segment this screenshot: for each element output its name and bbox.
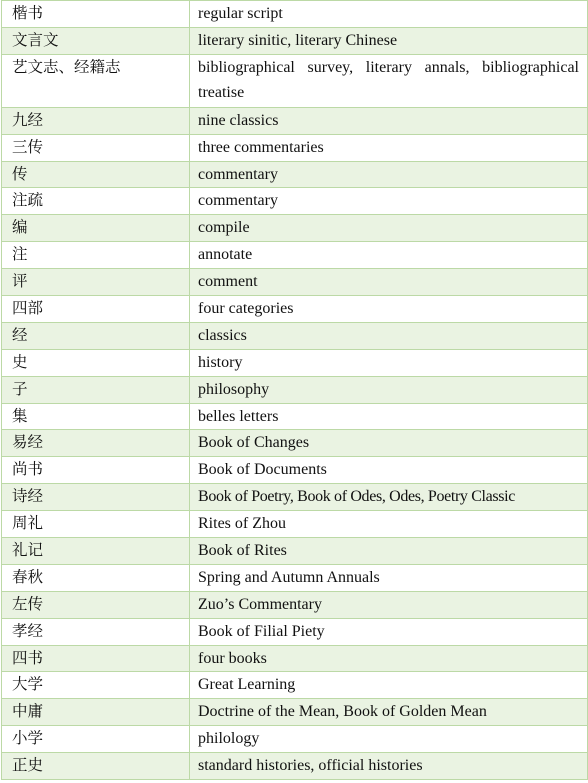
chinese-term: 大学: [2, 672, 190, 699]
chinese-term: 中庸: [2, 699, 190, 726]
chinese-term: 传: [2, 161, 190, 188]
english-term: Book of Poetry, Book of Odes, Odes, Poetry Classic: [190, 484, 588, 511]
chinese-term: 孝经: [2, 618, 190, 645]
table-row: [2, 591, 588, 618]
english-term: four categories: [190, 296, 588, 323]
table-row: [2, 403, 588, 430]
english-term: compile: [190, 215, 588, 242]
english-term: Book of Filial Piety: [190, 618, 588, 645]
english-term: Rites of Zhou: [190, 511, 588, 538]
english-term: belles letters: [190, 403, 588, 430]
chinese-term: 左传: [2, 591, 190, 618]
table-row: [2, 349, 588, 376]
table-row: [2, 618, 588, 645]
table-row: [2, 107, 588, 134]
chinese-term: 四部: [2, 296, 190, 323]
english-term: Great Learning: [190, 672, 588, 699]
table-row: [2, 699, 588, 726]
chinese-term: 文言文: [2, 27, 190, 54]
chinese-term: 编: [2, 215, 190, 242]
chinese-term: 子: [2, 376, 190, 403]
chinese-term: 正史: [2, 753, 190, 780]
english-term: standard histories, official histories: [190, 753, 588, 780]
table-row: [2, 538, 588, 565]
chinese-term: 评: [2, 269, 190, 296]
english-term: three commentaries: [190, 134, 588, 161]
english-term: Book of Rites: [190, 538, 588, 565]
chinese-term: 小学: [2, 726, 190, 753]
english-term: four books: [190, 645, 588, 672]
english-term: nine classics: [190, 107, 588, 134]
table-row: [2, 376, 588, 403]
chinese-term: 注疏: [2, 188, 190, 215]
chinese-term: 四书: [2, 645, 190, 672]
english-term: literary sinitic, literary Chinese: [190, 27, 588, 54]
chinese-term: 经: [2, 322, 190, 349]
table-row: [2, 564, 588, 591]
glossary-table: [1, 0, 588, 780]
chinese-term: 易经: [2, 430, 190, 457]
table-row: [2, 726, 588, 753]
english-term: Doctrine of the Mean, Book of Golden Mean: [190, 699, 588, 726]
english-term: commentary: [190, 161, 588, 188]
glossary-body: [2, 1, 588, 780]
english-term: annotate: [190, 242, 588, 269]
english-term: Book of Documents: [190, 457, 588, 484]
english-term: comment: [190, 269, 588, 296]
table-row: [2, 672, 588, 699]
table-row: [2, 322, 588, 349]
table-row: [2, 188, 588, 215]
table-row: [2, 161, 588, 188]
table-row: [2, 430, 588, 457]
chinese-term: 集: [2, 403, 190, 430]
table-row: [2, 457, 588, 484]
chinese-term: 诗经: [2, 484, 190, 511]
english-term: Zuo’s Commentary: [190, 591, 588, 618]
chinese-term: 注: [2, 242, 190, 269]
chinese-term: 史: [2, 349, 190, 376]
chinese-term: 三传: [2, 134, 190, 161]
table-row: [2, 215, 588, 242]
english-term: Spring and Autumn Annuals: [190, 564, 588, 591]
chinese-term: 楷书: [2, 1, 190, 28]
table-row: [2, 242, 588, 269]
chinese-term: 春秋: [2, 564, 190, 591]
table-row: [2, 753, 588, 780]
chinese-term: 周礼: [2, 511, 190, 538]
table-row: [2, 27, 588, 54]
english-term: philosophy: [190, 376, 588, 403]
table-row: [2, 296, 588, 323]
table-row: [2, 54, 588, 107]
chinese-term: 艺文志、经籍志: [2, 54, 190, 107]
table-row: [2, 269, 588, 296]
chinese-term: 九经: [2, 107, 190, 134]
table-row: [2, 484, 588, 511]
english-term: philology: [190, 726, 588, 753]
table-row: [2, 645, 588, 672]
chinese-term: 尚书: [2, 457, 190, 484]
table-row: [2, 511, 588, 538]
english-term: regular script: [190, 1, 588, 28]
table-row: [2, 134, 588, 161]
english-term: Book of Changes: [190, 430, 588, 457]
table-row: [2, 1, 588, 28]
english-term: bibliographical survey, literary annals, bibliographical treatise: [190, 54, 588, 107]
english-term: commentary: [190, 188, 588, 215]
english-term: classics: [190, 322, 588, 349]
english-term: history: [190, 349, 588, 376]
chinese-term: 礼记: [2, 538, 190, 565]
